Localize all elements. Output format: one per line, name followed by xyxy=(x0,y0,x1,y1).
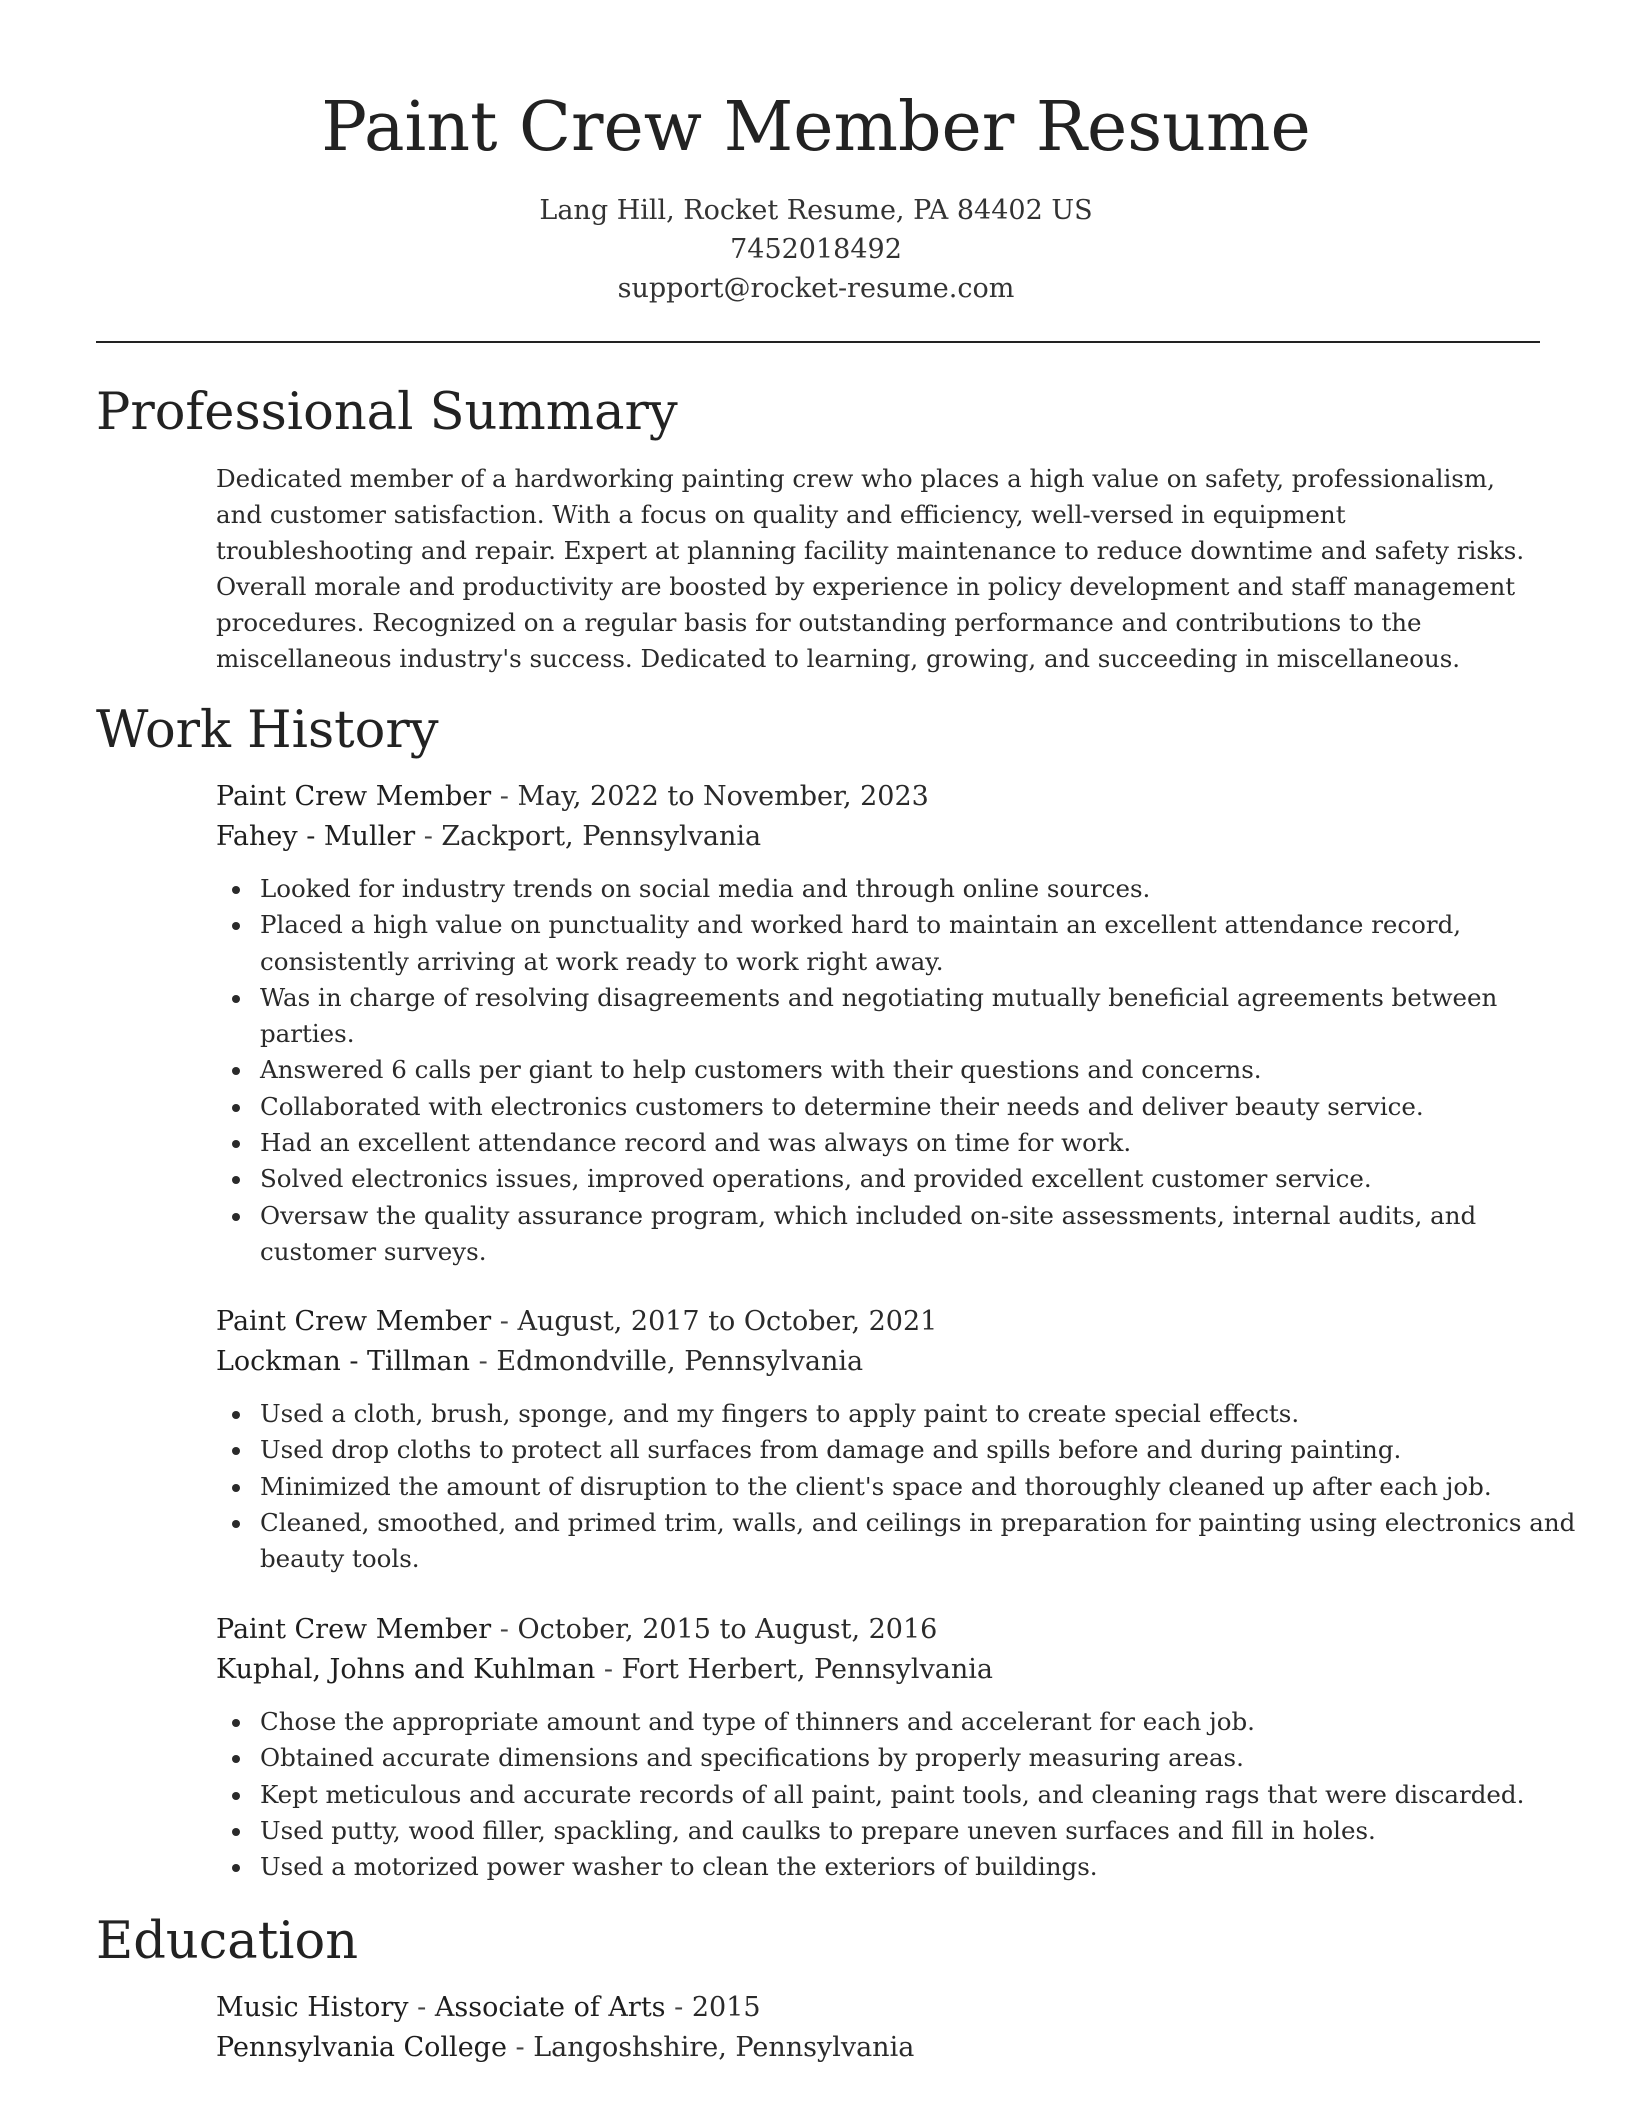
list-item: Oversaw the quality assurance program, which included on-site assessments, internal audits, and customer surveys. xyxy=(260,1198,1590,1271)
list-item: Was in charge of resolving disagreements and negotiating mutually beneficial agreements between parties. xyxy=(260,980,1590,1053)
list-item: Collaborated with electronics customers to determine their needs and deliver beauty service. xyxy=(260,1089,1590,1125)
list-item: Solved electronics issues, improved operations, and provided excellent customer service. xyxy=(260,1161,1590,1197)
summary-heading: Professional Summary xyxy=(96,383,678,442)
list-item: Had an excellent attendance record and was always on time for work. xyxy=(260,1125,1590,1161)
education-degree: Associate of Arts xyxy=(434,1992,666,2023)
job-dates: August, 2017 to October, 2021 xyxy=(517,1306,938,1337)
separator: - xyxy=(417,1992,435,2023)
contact-address: Lang Hill, Rocket Resume, PA 84402 US xyxy=(539,195,1093,226)
job-company: Lockman - Tillman xyxy=(216,1346,471,1377)
job-title: Paint Crew Member xyxy=(216,1614,492,1645)
list-item: Placed a high value on punctuality and worked hard to maintain an excellent attendance record, consistently arriving at work ready to work right away. xyxy=(260,907,1590,980)
education-major: Music History xyxy=(216,1992,409,2023)
job-dates: October, 2015 to August, 2016 xyxy=(517,1614,938,1645)
job-company-line xyxy=(216,1342,863,1382)
separator: - xyxy=(478,1346,497,1377)
job-title: Paint Crew Member xyxy=(216,781,492,812)
education-year: 2015 xyxy=(691,1992,761,2023)
job-title-line xyxy=(216,777,929,817)
education-heading: Education xyxy=(96,1912,359,1971)
separator: - xyxy=(515,2032,534,2063)
job-company: Fahey - Muller xyxy=(216,821,416,852)
separator: - xyxy=(499,1306,518,1337)
summary-text: Dedicated member of a hardworking painting crew who places a high value on safety, professionalism, and customer satisfaction. With a focus on quality and efficiency, well-versed in equipment troubleshooting and repair. Expert at planning facility maintenance to reduce downtime and safety risks. Overall morale and productivity are boosted by experience in policy development and staff management procedures. Recognized on a regular basis for outstanding performance and contributions to the miscellaneous industry's success. Dedicated to learning, growing, and succeeding in miscellaneous. xyxy=(216,464,1525,673)
contact-email: support@rocket-resume.com xyxy=(617,273,1015,304)
resume-title: Paint Crew Member Resume xyxy=(321,88,1311,167)
job-duties-list xyxy=(216,1396,1590,1577)
job-company: Kuphal, Johns and Kuhlman xyxy=(216,1654,596,1685)
header-divider xyxy=(96,341,1540,343)
list-item: Obtained accurate dimensions and specifications by properly measuring areas. xyxy=(260,1740,1590,1776)
separator: - xyxy=(674,1992,692,2023)
list-item: Used a cloth, brush, sponge, and my fingers to apply paint to create special effects. xyxy=(260,1396,1590,1432)
job-title: Paint Crew Member xyxy=(216,1306,492,1337)
work-history-heading: Work History xyxy=(96,701,439,760)
list-item: Used a motorized power washer to clean the exteriors of buildings. xyxy=(260,1849,1590,1885)
job-title-line xyxy=(216,1302,937,1342)
job-location: Edmondville, Pennsylvania xyxy=(496,1346,864,1377)
education-degree-line xyxy=(216,1988,761,2028)
contact-info xyxy=(0,191,1632,308)
job-location: Zackport, Pennsylvania xyxy=(441,821,762,852)
list-item: Used drop cloths to protect all surfaces from damage and spills before and during painting. xyxy=(260,1432,1590,1468)
list-item: Kept meticulous and accurate records of all paint, paint tools, and cleaning rags that were discarded. xyxy=(260,1777,1590,1813)
education-school: Pennsylvania College xyxy=(216,2032,507,2063)
job-company-line xyxy=(216,817,761,857)
job-company-line xyxy=(216,1650,993,1690)
separator: - xyxy=(499,1614,518,1645)
list-item: Looked for industry trends on social media and through online sources. xyxy=(260,871,1590,907)
education-school-line xyxy=(216,2028,914,2068)
list-item: Chose the appropriate amount and type of thinners and accelerant for each job. xyxy=(260,1704,1590,1740)
education-location: Langoshshire, Pennsylvania xyxy=(533,2032,915,2063)
list-item: Used putty, wood filler, spackling, and caulks to prepare uneven surfaces and fill in holes. xyxy=(260,1813,1590,1849)
job-duties-list xyxy=(216,871,1590,1270)
separator: - xyxy=(603,1654,622,1685)
list-item: Cleaned, smoothed, and primed trim, walls, and ceilings in preparation for painting using electronics and beauty tools. xyxy=(260,1505,1590,1578)
job-title-line xyxy=(216,1610,937,1650)
list-item: Minimized the amount of disruption to the client's space and thoroughly cleaned up after each job. xyxy=(260,1469,1590,1505)
separator: - xyxy=(499,781,518,812)
resume-header xyxy=(0,82,1632,174)
job-dates: May, 2022 to November, 2023 xyxy=(517,781,929,812)
contact-phone: 7452018492 xyxy=(730,234,902,265)
job-duties-list xyxy=(216,1704,1590,1885)
list-item: Answered 6 calls per giant to help customers with their questions and concerns. xyxy=(260,1052,1590,1088)
separator: - xyxy=(423,821,442,852)
job-location: Fort Herbert, Pennsylvania xyxy=(621,1654,993,1685)
